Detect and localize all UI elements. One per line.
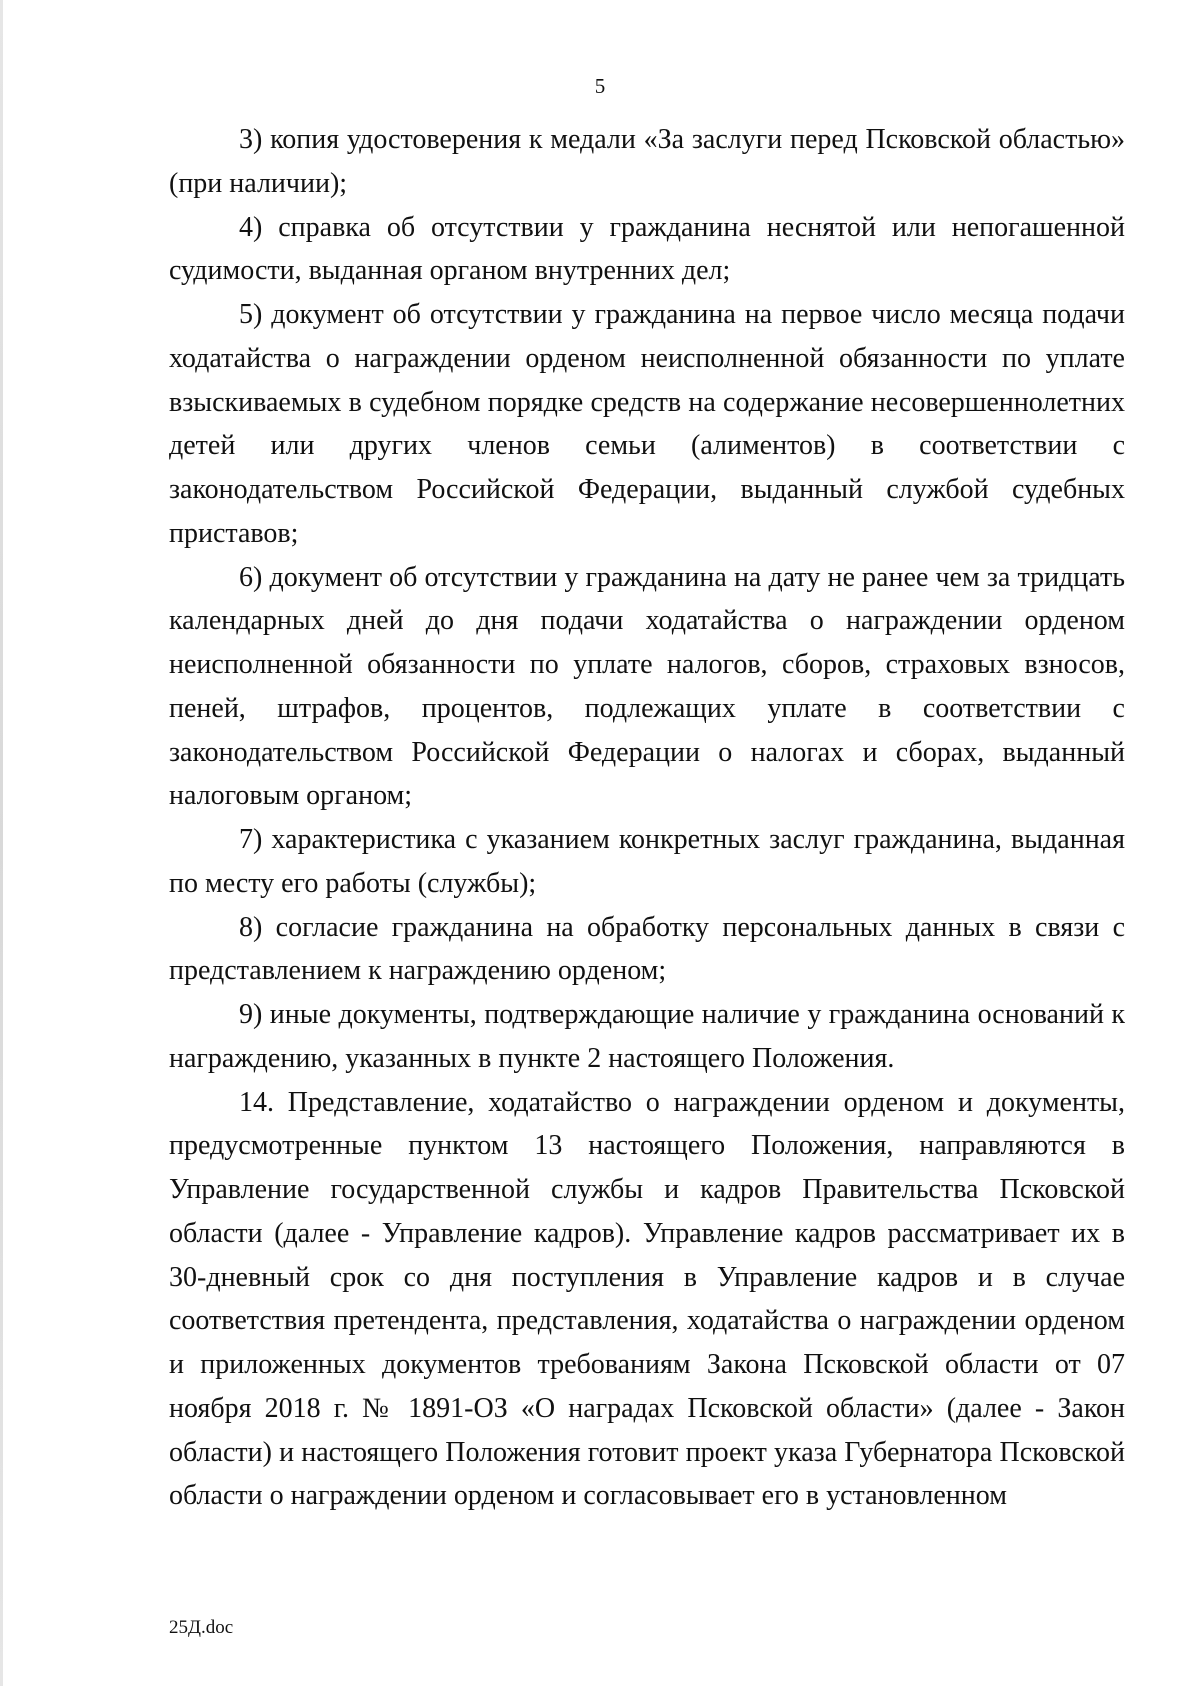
page-number: 5: [594, 74, 606, 98]
document-body: [169, 118, 1125, 1518]
paragraph-item-9: 9) иные документы, подтверждающие наличие у гражданина оснований к награждению, указанных в пункте 2 настоящего Положения.: [169, 999, 1125, 1074]
footer-filename: 25Д.doc: [169, 1617, 234, 1638]
paragraph-item-7: 7) характеристика с указанием конкретных заслуг гражданина, выданная по месту его работы (службы);: [169, 824, 1125, 899]
paragraph-item-4: 4) справка об отсутствии у гражданина неснятой или непогашенной судимости, выданная органом внутренних дел;: [169, 211, 1125, 287]
scan-edge: [0, 0, 3, 1686]
paragraph-item-8: 8) согласие гражданина на обработку персональных данных в связи с представлением к награждению орденом;: [169, 911, 1125, 987]
paragraph-section-14: 14. Представление, ходатайство о награждении орденом и документы, предусмотренные пунктом 13 настоящего Положения, направляются в Управление государственной службы и кадров Правительства Псковской области (далее - Управление кадров). Управление кадров рассматривает их в 30-дневный срок со дня поступления в Управление кадров и в случае соответствия претендента, представления, ходатайства о награждении орденом и приложенных документов требованиям Закона Псковской области от 07 ноября 2018 г. № 1891-ОЗ «О наградах Псковской области» (далее - Закон области) и настоящего Положения готовит проект указа Губернатора Псковской области о награждении орденом и согласовывает его в установленном: [169, 1086, 1125, 1512]
paragraph-item-5: 5) документ об отсутствии у гражданина на первое число месяца подачи ходатайства о награждении орденом неисполненной обязанности по уплате взыскиваемых в судебном порядке средств на содержание несовершеннолетних детей или других членов семьи (алиментов) в соответствии с законодательством Российской Федерации, выданный службой судебных приставов;: [169, 299, 1125, 549]
paragraph-item-6: 6) документ об отсутствии у гражданина на дату не ранее чем за тридцать календарных дней до дня подачи ходатайства о награждении орденом неисполненной обязанности по уплате налогов, сборов, страховых взносов, пеней, штрафов, процентов, подлежащих уплате в соответствии с законодательством Российской Федерации о налогах и сборах, выданный налоговым органом;: [169, 561, 1125, 812]
paragraph-item-3: 3) копия удостоверения к медали «За заслуги перед Псковской областью» (при наличии);: [169, 124, 1125, 199]
